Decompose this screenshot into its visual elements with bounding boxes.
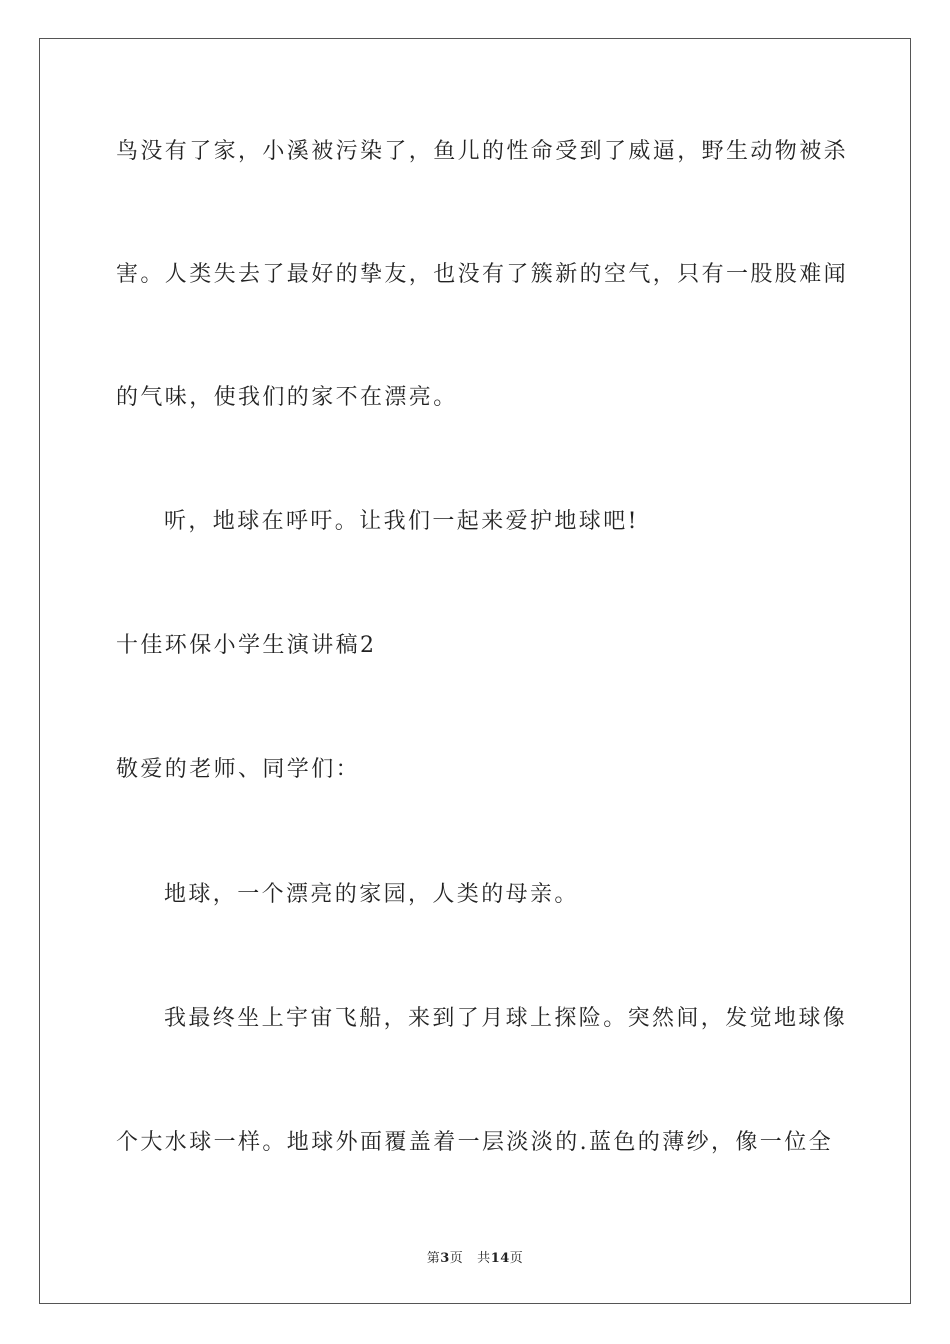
salutation: 敬爱的老师、同学们： xyxy=(116,757,361,782)
body-line-8: 我最终坐上宇宙飞船，来到了月球上探险。突然间，发觉地球像 xyxy=(164,1006,848,1031)
footer-total-suffix: 页 xyxy=(509,1251,524,1266)
body-line-3: 的气味，使我们的家不在漂亮。 xyxy=(116,385,458,410)
footer-total-pages: 14 xyxy=(490,1251,510,1266)
footer-prefix: 第 xyxy=(426,1251,441,1266)
body-line-1: 鸟没有了家，小溪被污染了，鱼儿的性命受到了威逼，野生动物被杀 xyxy=(116,139,849,164)
footer-total-prefix: 共 xyxy=(477,1251,491,1266)
page-frame xyxy=(39,38,911,1304)
body-line-9: 个大水球一样。地球外面覆盖着一层淡淡的.蓝色的薄纱，像一位全 xyxy=(116,1130,833,1155)
body-line-4: 听，地球在呼吁。让我们一起来爱护地球吧! xyxy=(164,509,639,534)
page-footer xyxy=(0,1247,950,1266)
body-line-7: 地球，一个漂亮的家园，人类的母亲。 xyxy=(164,882,579,907)
body-line-2: 害。人类失去了最好的挚友，也没有了簇新的空气，只有一股股难闻 xyxy=(116,262,849,287)
footer-page-suffix: 页 xyxy=(449,1251,464,1266)
footer-page-number: 3 xyxy=(440,1251,450,1266)
section-heading: 十佳环保小学生演讲稿2 xyxy=(116,633,377,658)
